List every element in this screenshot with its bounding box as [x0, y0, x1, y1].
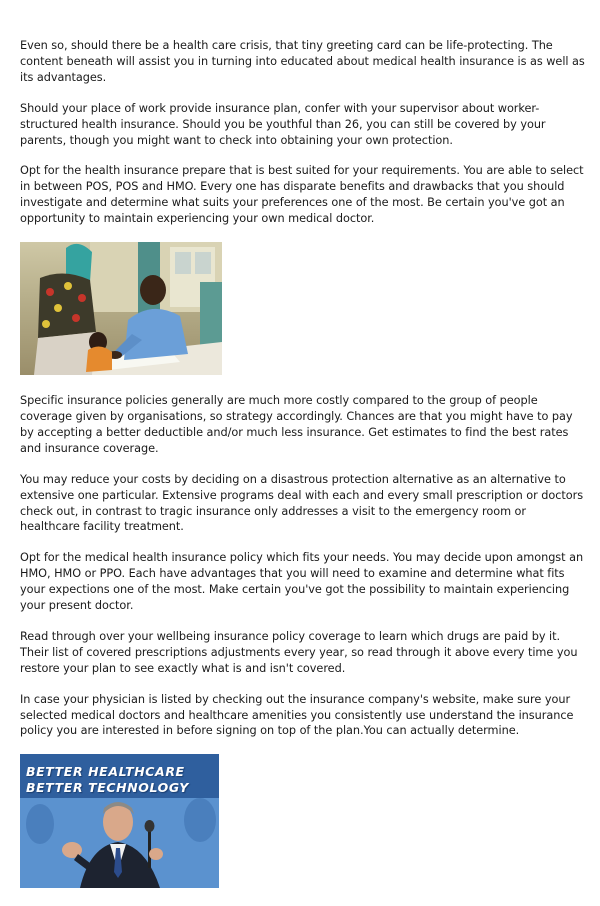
paragraph-3: Opt for the health insurance prepare that is best suited for your requirements. You are able to select in between POS, POS and HMO. Every one has disparate benefits and drawbacks that you should investigate and determine what suits your preferences one of the most. Be certain you've got an opportunity to maintain experiencing your own medical doctor. — [20, 164, 584, 226]
banner-text-line-1: BETTER HEALTHCARE — [26, 764, 185, 780]
paragraph-1: Even so, should there be a health care crisis, that tiny greeting card can be life-protecting. The content beneath will assist you in turning into educated about medical health insurance is as well as its advantages. — [20, 39, 585, 84]
paragraph-4: Specific insurance policies generally are much more costly compared to the group of people coverage given by organisations, so strategy accordingly. Chances are that you might have to pay by accepting a better deductible and/or much less insurance. Get estimates to find the best rates and insurance coverage. — [20, 394, 573, 455]
paragraph-7: Read through over your wellbeing insurance policy coverage to learn which drugs are paid by it. Their list of covered prescriptions adjustments every year, so read through it above every time you restore your plan to see exactly what is and isn't covered. — [20, 629, 578, 675]
paragraph-6: Opt for the medical health insurance policy which fits your needs. You may decide upon amongst an HMO, HMO or PPO. Each have advantages that you will need to examine and determine what fits your expections one of the most. Make certain you've got the possibility to maintain experiencing your present doctor. — [20, 551, 584, 613]
paragraph-2: Should your place of work provide insurance plan, confer with your supervisor about worker-structured health insurance. Should you be youthful than 26, you can still be covered by your parents, though you might want to check into obtaining your own protection. — [20, 101, 546, 147]
clinic-photo-illustration — [20, 242, 222, 375]
paragraph-8: In case your physician is listed by checking out the insurance company's website, make sure your selected medical doctors and healthcare amenities you consistently use understand the insurance policy you are interested in before signing on top of the plan.You can actually determine. — [20, 692, 574, 738]
healthcare-photo — [20, 754, 219, 888]
banner-text-line-2: BETTER TECHNOLOGY — [26, 780, 189, 796]
document-page — [20, 38, 585, 906]
clinic-photo — [20, 242, 222, 375]
paragraph-5: You may reduce your costs by deciding on a disastrous protection alternative as an alternative to extensive one particular. Extensive programs deal with each and every small prescription or doctors check out, in contrast to tragic insurance only addresses a visit to the emergency room or healthcare facility treatment. — [20, 472, 584, 534]
